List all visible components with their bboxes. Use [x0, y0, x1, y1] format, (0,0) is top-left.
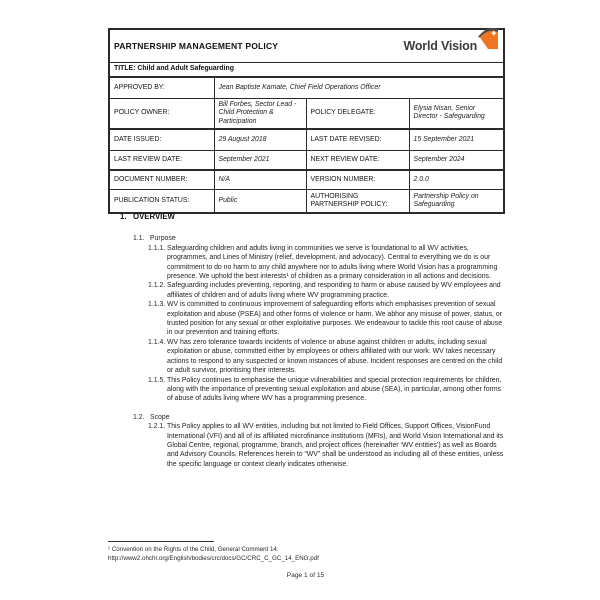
publication-status-value: Public [214, 189, 306, 213]
subsection-purpose-heading [133, 234, 504, 243]
version-number-label: VERSION NUMBER: [306, 170, 409, 189]
date-issued-value: 29 August 2018 [214, 129, 306, 150]
clause-1-2-1 [148, 422, 504, 469]
policy-owner-value: Bill Forbes, Sector Lead - Child Protection & Participation [214, 98, 306, 129]
subsection-title: Scope [150, 413, 170, 421]
table-row-review-dates [109, 150, 504, 170]
subsection-scope-heading [133, 413, 504, 422]
clause-1-1-2 [148, 281, 504, 300]
publication-status-label: PUBLICATION STATUS: [109, 189, 214, 213]
version-number-value: 2.0.0 [409, 170, 504, 189]
clause-number: 1.1.3. [148, 301, 166, 309]
document-number-value: N/A [214, 170, 306, 189]
policy-title: TITLE: Child and Adult Safeguarding [109, 62, 504, 77]
policy-delegate-label: POLICY DELEGATE: [306, 98, 409, 129]
clause-text: WV has zero tolerance towards incidents of violence or abuse against children or adults, including sexual exploitation or abuse, committed either by employees or others affiliated with our work. WV takes necessary actions to respond to any suspected or known instances of abuse. Incident responses are centred on the child or adult survivor, prioritising their interests. [167, 338, 503, 375]
table-row-header [109, 29, 504, 62]
next-review-date-value: September 2024 [409, 150, 504, 170]
section-number: 1. [120, 212, 127, 221]
clause-text: This Policy continues to emphasise the unique vulnerabilities and special protection requirements for children, along with the importance of preventing sexual exploitation and abuse (SEA), in particular, among other forms of abuse of adults living where WV has a programming presence. [167, 376, 502, 403]
subsection-scope [133, 413, 504, 469]
subsection-number: 1.2. [133, 413, 145, 421]
document-body [120, 212, 504, 469]
policy-owner-label: POLICY OWNER: [109, 98, 214, 129]
date-issued-label: DATE ISSUED: [109, 129, 214, 150]
footnote-divider [108, 541, 214, 542]
next-review-date-label: NEXT REVIEW DATE: [306, 150, 409, 170]
table-row-policy-owner [109, 98, 504, 129]
world-vision-logo [403, 32, 499, 60]
last-date-revised-label: LAST DATE REVISED: [306, 129, 409, 150]
approved-by-label: APPROVED BY: [109, 77, 214, 98]
footnote-url: http://www2.ohchr.org/English/bodies/crc/docs/GC/CRC_C_GC_14_ENG.pdf [108, 554, 319, 562]
last-review-date-label: LAST REVIEW DATE: [109, 150, 214, 170]
clause-number: 1.1.2. [148, 282, 166, 290]
clause-1-1-3 [148, 300, 504, 338]
table-row-approved-by [109, 77, 504, 98]
policy-delegate-value: Elysia Nisan, Senior Director - Safeguarding [409, 98, 504, 129]
clause-number: 1.1.5. [148, 376, 166, 384]
table-row-title [109, 62, 504, 77]
clause-text: This Policy applies to all WV entities, including but not limited to Field Offices, Support Offices, VisionFund International (VFI) and all of its affiliated microfinance institutions (MFIs), and World Vision International and its Global Centre, regional, programme, branch, and project offices (hereinafter ‘WV entities’) as well as Boards and Advisory Councils. References herein to “WV” shall be understood as including all of these entities, unless the specific language or context clearly indicates otherwise. [167, 423, 504, 468]
clause-text: WV is committed to continuous improvement of safeguarding efforts which emphasises prevention of sexual exploitation and abuse (PSEA) and other forms of violence or harm. We abhor any misuse of power, status, or trusted position for any sexual or other exploitative purposes. We endeavour to tackle this root cause of abuse in our prevention and training efforts. [167, 301, 503, 337]
last-date-revised-value: 15 September 2021 [409, 129, 504, 150]
world-vision-star-icon [478, 27, 499, 55]
clause-1-1-1 [148, 244, 504, 282]
subsection-number: 1.1. [133, 235, 145, 243]
clause-1-1-4 [148, 338, 504, 376]
authorising-policy-label: AUTHORISING PARTNERSHIP POLICY: [306, 189, 409, 213]
clause-number: 1.1.1. [148, 244, 166, 252]
table-row-date-issued [109, 129, 504, 150]
section-title: OVERVIEW [133, 212, 175, 221]
table-row-document-number [109, 170, 504, 189]
last-review-date-value: September 2021 [214, 150, 306, 170]
clause-number: 1.1.4. [148, 338, 166, 346]
clause-text: Safeguarding includes preventing, reporting, and responding to harm or abuse caused by WV employees and affiliates of children and of adults living where WV programming practice. [167, 282, 501, 299]
section-overview-heading [120, 212, 504, 221]
subsection-title: Purpose [150, 235, 176, 243]
policy-meta-table [108, 28, 505, 214]
footnote-reference: ¹ Convention on the Rights of the Child, General Comment 14: [108, 546, 279, 553]
table-row-publication-status [109, 189, 504, 213]
page-number: Page 1 of 15 [286, 572, 325, 579]
document-type-title: PARTNERSHIP MANAGEMENT POLICY [114, 40, 279, 51]
clause-number: 1.2.1. [148, 423, 166, 431]
clause-text: Safeguarding children and adults living in communities we serve is foundational to all WV activities, programmes, and Lines of Ministry (relief, development, and advocacy). Central to everything we do is our commitment to do no harm to any child anywhere nor to adults living where World Vision has a programming presence. We uphold the best interests¹ of children as a primary consideration in all actions and decisions. [167, 244, 498, 281]
footnote [108, 541, 504, 563]
world-vision-logo-text: World Vision [403, 38, 478, 53]
approved-by-value: Jean Baptiste Kamate, Chief Field Operations Officer [214, 77, 504, 98]
document-number-label: DOCUMENT NUMBER: [109, 170, 214, 189]
subsection-purpose [133, 234, 504, 403]
clause-1-1-5 [148, 376, 504, 404]
authorising-policy-value: Partnership Policy on Safeguarding [409, 189, 504, 213]
